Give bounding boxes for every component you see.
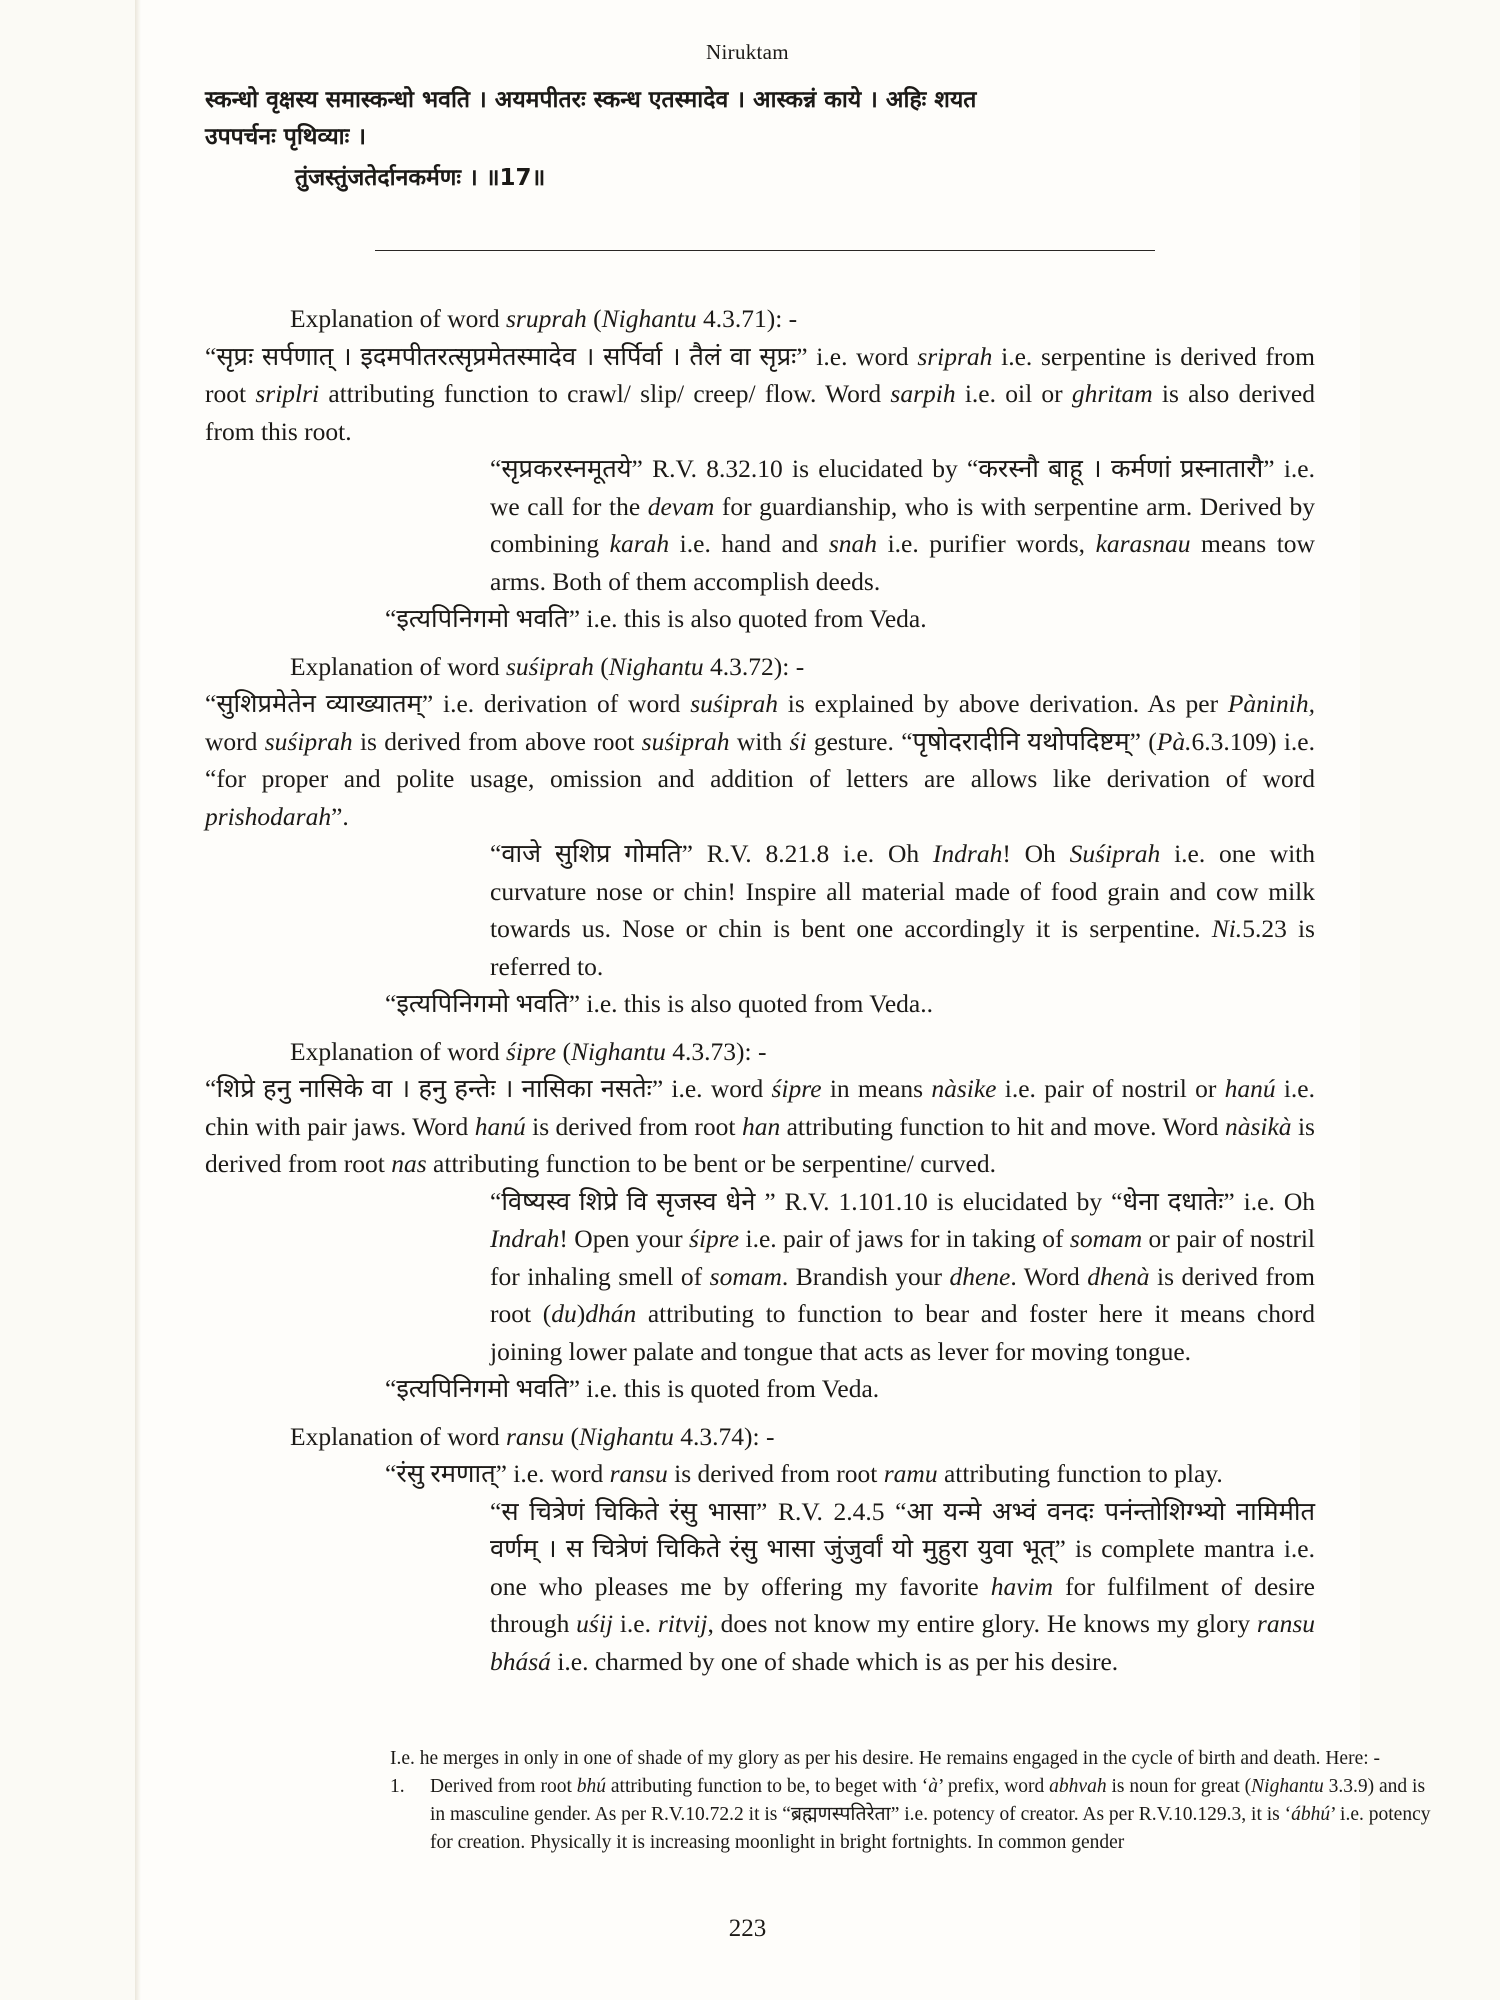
italic-term: devam bbox=[647, 491, 715, 521]
italic-term: ritvij bbox=[657, 1609, 708, 1638]
sanskrit-verse bbox=[205, 82, 1315, 197]
text-run: ! Oh bbox=[1002, 839, 1070, 868]
italic-term: Indrah bbox=[932, 839, 1003, 868]
text-run: 6.3.109) i.e. “for proper and polite usage, omission and addition of letters are allows like derivation of word bbox=[205, 726, 1315, 793]
text-run: “इत्यपिनिगमो भवति” i.e. this is quoted from Veda. bbox=[385, 1374, 880, 1403]
text-run: Explanation of word bbox=[290, 651, 506, 681]
paragraph bbox=[205, 1070, 1315, 1183]
italic-term: Nighantu bbox=[570, 1036, 666, 1066]
italic-term: dhenà bbox=[1087, 1261, 1150, 1291]
text-run: “सृप्रकरस्नमूतये” R.V. 8.32.10 is elucidated by “करस्नौ बाहू । कर्मणां प्रस्नातारौ” i.e. we call for the bbox=[490, 454, 1315, 521]
italic-term: ábhú bbox=[1291, 1804, 1331, 1825]
paragraph bbox=[205, 685, 1315, 835]
text-run: i.e. pair of jaws for in taking of bbox=[739, 1224, 1070, 1253]
text-run: i.e. bbox=[613, 1609, 658, 1638]
text-run: attributing function to hit and move. Word bbox=[780, 1111, 1225, 1141]
verse-line: उपपर्चनः पृथिव्याः । bbox=[205, 124, 367, 150]
text-run: “इत्यपिनिगमो भवति” i.e. this is also quoted from Veda. bbox=[385, 604, 927, 633]
text-run: i.e. one with curvature nose or chin! Inspire all material made of food grain and cow milk towards us. Nose or chin is bent one accordingly it is serpentine. bbox=[490, 839, 1315, 943]
text-run: “सृप्रः सर्पणात् । इदमपीतरत्सृप्रमेतस्मादेव । सर्पिर्वा । तैलं वा सृप्रः” i.e. word bbox=[205, 341, 918, 371]
text-run: i.e. chin with pair jaws. Word bbox=[205, 1074, 1315, 1141]
italic-term: hanú bbox=[1224, 1074, 1276, 1103]
text-run: means tow arms. Both of them accomplish deeds. bbox=[490, 529, 1315, 596]
text-run: “सुशिप्रमेतेन व्याख्यातम्” i.e. derivation of word bbox=[205, 689, 691, 718]
italic-term: suśiprah bbox=[506, 651, 594, 681]
page-number: 223 bbox=[728, 1915, 767, 1942]
italic-term: Nighantu bbox=[578, 1421, 674, 1451]
footnote-item bbox=[390, 1773, 1440, 1857]
text-run: ( bbox=[564, 1421, 579, 1451]
text-run: is derived from above root bbox=[352, 726, 642, 756]
italic-term: karah bbox=[609, 529, 670, 558]
text-run: or pair of nostril for inhaling smell of bbox=[490, 1224, 1316, 1291]
section-heading bbox=[205, 1033, 1315, 1071]
italic-term: śipre bbox=[506, 1036, 557, 1066]
commentary-body bbox=[205, 290, 1315, 1680]
verse-line: स्कन्धो वृक्षस्य समास्कन्धो भवति । अयमपीतरः स्कन्ध एतस्मादेव । आस्कन्नं काये । अहिः शयत bbox=[205, 87, 977, 113]
italic-term: Pà. bbox=[1156, 726, 1192, 756]
text-run: i.e. pair of nostril or bbox=[996, 1074, 1225, 1103]
text-run: Explanation of word bbox=[290, 1036, 506, 1066]
paragraph bbox=[205, 1370, 1315, 1408]
italic-term: Ni. bbox=[1211, 914, 1243, 943]
italic-term: nas bbox=[391, 1149, 427, 1178]
text-run: with bbox=[729, 726, 790, 756]
text-run: 5.23 is referred to. bbox=[490, 914, 1315, 981]
text-run: 4.3.71): - bbox=[696, 304, 798, 333]
italic-term: sriprah bbox=[917, 341, 993, 371]
paragraph bbox=[205, 985, 1315, 1023]
italic-term: uśij bbox=[576, 1609, 614, 1638]
text-run: 4.3.74): - bbox=[673, 1421, 775, 1451]
italic-term: śipre bbox=[771, 1074, 822, 1103]
text-run: in means bbox=[821, 1074, 932, 1103]
text-run: ( bbox=[593, 651, 609, 681]
mantra-explanation bbox=[205, 1183, 1315, 1371]
section-heading bbox=[205, 1418, 1315, 1456]
text-run: is noun for great ( bbox=[1106, 1776, 1252, 1797]
italic-term: śipre bbox=[689, 1224, 740, 1253]
italic-term: han bbox=[741, 1111, 781, 1141]
italic-term: Pàninih, bbox=[1227, 689, 1315, 718]
text-run: ( bbox=[586, 304, 602, 333]
text-run: for guardianship, who is with serpentine arm. Derived by combining bbox=[490, 491, 1315, 558]
text-run: “विष्यस्व शिप्रे वि सृजस्व धेने ” R.V. 1.101.10 is elucidated by “धेना दधातेः” i.e. Oh bbox=[490, 1186, 1315, 1216]
italic-term: Nighantu bbox=[1251, 1776, 1324, 1797]
text-run: attributing function to play. bbox=[937, 1459, 1223, 1488]
verse-line: तुंजस्तुंजतेर्दानकर्मणः । ॥17॥ bbox=[295, 165, 546, 191]
italic-term: Indrah bbox=[490, 1224, 560, 1253]
text-run: . Word bbox=[1010, 1261, 1088, 1291]
italic-term: sruprah bbox=[506, 304, 587, 333]
text-run: Explanation of word bbox=[290, 1421, 506, 1451]
text-run: is derived from root ( bbox=[490, 1261, 1315, 1328]
italic-term: bhú bbox=[576, 1776, 606, 1797]
mantra-explanation bbox=[205, 835, 1315, 985]
italic-term: Suśiprah bbox=[1069, 839, 1161, 868]
italic-term: ghritam bbox=[1071, 379, 1153, 408]
footnote-number: 1. bbox=[390, 1776, 405, 1797]
text-run: , does not know my entire glory. He knows my glory bbox=[707, 1609, 1257, 1638]
italic-term: śi bbox=[789, 726, 807, 756]
mantra-explanation bbox=[205, 450, 1315, 600]
text-run: . Brandish your bbox=[781, 1261, 950, 1291]
italic-term: nàsike bbox=[931, 1074, 997, 1103]
book-page bbox=[135, 0, 1431, 2000]
text-run: i.e. purifier words, bbox=[877, 529, 1096, 558]
mantra-explanation bbox=[205, 1493, 1315, 1681]
text-run: “शिप्रे हनु नासिके वा । हनु हन्तेः । नासिका नसतेः” i.e. word bbox=[205, 1074, 772, 1103]
text-run: gesture. “पृषोदरादीनि यथोपदिष्टम्” ( bbox=[806, 726, 1157, 756]
text-run: i.e. oil or bbox=[955, 379, 1072, 408]
text-run: “वाजे सुशिप्र गोमति” R.V. 8.21.8 i.e. Oh bbox=[490, 839, 933, 868]
italic-term: nàsikà bbox=[1224, 1111, 1292, 1141]
text-run: word bbox=[205, 726, 265, 756]
text-run: ! Open your bbox=[559, 1224, 690, 1253]
footnote bbox=[390, 1745, 1440, 1857]
text-run: attributing to function to bear and foster here it means chord joining lower palate and tongue that acts as lever for moving tongue. bbox=[490, 1299, 1315, 1366]
text-run: ) bbox=[576, 1299, 586, 1328]
text-run: Explanation of word bbox=[290, 304, 506, 333]
text-run: i.e. hand and bbox=[669, 529, 829, 558]
italic-term: somam bbox=[1069, 1224, 1143, 1253]
footnote-lead-text: I.e. he merges in only in one of shade of my glory as per his desire. He remains engaged in the cycle of birth and death. Here: - bbox=[390, 1748, 1381, 1769]
italic-term: abhvah bbox=[1049, 1776, 1107, 1797]
italic-term: Nighantu bbox=[601, 304, 697, 333]
text-run: 4.3.73): - bbox=[665, 1036, 767, 1066]
italic-term: snah bbox=[828, 529, 878, 558]
footnote-text bbox=[430, 1773, 1440, 1857]
text-run: ’ prefix, word bbox=[937, 1776, 1050, 1797]
text-run: attributing function to crawl/ slip/ creep/ flow. Word bbox=[319, 379, 891, 408]
italic-term: suśiprah bbox=[264, 726, 353, 756]
italic-term: ransu bbox=[506, 1421, 565, 1451]
section-divider bbox=[375, 250, 1155, 251]
italic-term: Nighantu bbox=[608, 651, 704, 681]
text-run: for fulfilment of desire through bbox=[490, 1571, 1315, 1638]
text-run: is explained by above derivation. As per bbox=[778, 689, 1228, 718]
italic-term: sarpih bbox=[890, 379, 956, 408]
text-run: is derived from root bbox=[525, 1111, 742, 1141]
text-run: i.e. serpentine is derived from root bbox=[205, 341, 1315, 408]
text-run: “स चित्रेणं चिकिते रंसु भासा” R.V. 2.4.5 “आ यन्मे अभ्वं वनदः पनंन्तोशिग्भ्यो नामिमीत वर्णम् । स चित्रेणं चिकिते रंसु भासा जुंजुर्वां यो मुहुरा युवा भूत्” is complete mantra i.e. one who pleases me by offering my favorite bbox=[490, 1496, 1315, 1601]
italic-term: ransu bhásá bbox=[490, 1609, 1316, 1676]
italic-term: karasnau bbox=[1095, 529, 1191, 558]
text-run: is derived from root bbox=[205, 1111, 1315, 1178]
italic-term: suśiprah bbox=[641, 726, 730, 756]
italic-term: sriplri bbox=[255, 379, 320, 408]
text-run: is derived from root bbox=[667, 1459, 884, 1488]
text-run: i.e. charmed by one of shade which is as per his desire. bbox=[550, 1646, 1119, 1676]
italic-term: à bbox=[928, 1776, 938, 1797]
italic-term: prishodarah bbox=[205, 801, 332, 831]
italic-term: du bbox=[551, 1299, 577, 1328]
text-run: ’ i.e. potency for creation. Physically it is increasing moonlight in bright fortnights. In common gender bbox=[430, 1804, 1431, 1853]
paragraph bbox=[205, 338, 1315, 451]
section-heading bbox=[205, 300, 1315, 338]
section-heading bbox=[205, 648, 1315, 686]
text-run: 4.3.72): - bbox=[703, 651, 805, 681]
text-run: attributing function to be bent or be serpentine/ curved. bbox=[426, 1149, 997, 1178]
text-run: “रंसु रमणात्” i.e. word bbox=[385, 1459, 610, 1488]
italic-term: dhene bbox=[949, 1261, 1011, 1291]
text-run: attributing function to be, to beget with ‘ bbox=[606, 1776, 929, 1797]
italic-term: dhán bbox=[585, 1299, 637, 1328]
italic-term: hanú bbox=[474, 1111, 526, 1141]
paragraph bbox=[205, 600, 1315, 638]
text-run: ( bbox=[556, 1036, 571, 1066]
italic-term: havim bbox=[990, 1571, 1054, 1601]
running-head: Niruktam bbox=[706, 40, 789, 64]
text-run: is also derived from this root. bbox=[205, 379, 1315, 446]
text-run: Derived from root bbox=[430, 1776, 577, 1797]
italic-term: somam bbox=[709, 1261, 782, 1291]
italic-term: suśiprah bbox=[690, 689, 779, 718]
text-run: “इत्यपिनिगमो भवति” i.e. this is also quoted from Veda.. bbox=[385, 989, 933, 1018]
paragraph bbox=[205, 1455, 1315, 1493]
text-run: ”. bbox=[331, 801, 349, 831]
italic-term: ransu bbox=[609, 1459, 668, 1488]
text-run: 3.3.9) and is in masculine gender. As per R.V.10.72.2 it is “ब्रह्मणस्पतिरेता” i.e. potency of creator. As per R.V.10.129.3, it is ‘ bbox=[430, 1776, 1426, 1825]
italic-term: ramu bbox=[883, 1459, 938, 1488]
